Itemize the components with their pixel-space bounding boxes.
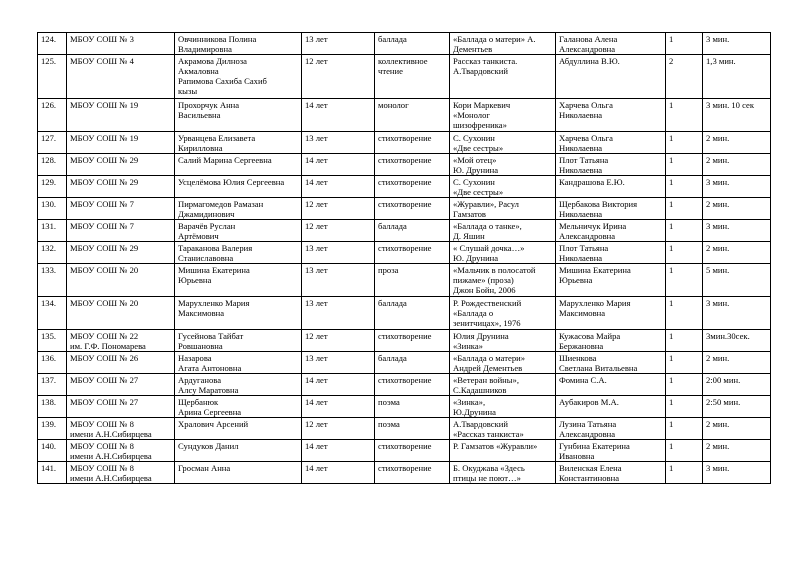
row-number: 133.: [38, 264, 67, 297]
genre-cell: стихотворение: [375, 198, 450, 220]
work-title: « Слушай дочка…» Ю. Друнина: [450, 242, 556, 264]
genre-cell: баллада: [375, 297, 450, 330]
school-cell: МБОУ СОШ № 29: [67, 176, 175, 198]
school-cell: МБОУ СОШ № 29: [67, 242, 175, 264]
age-cell: 12 лет: [302, 55, 375, 99]
work-title: «Зинка», Ю.Друнина: [450, 396, 556, 418]
school-cell: МБОУ СОШ № 27: [67, 374, 175, 396]
age-cell: 13 лет: [302, 132, 375, 154]
participant-name: Щербанюк Арина Сергеевна: [175, 396, 302, 418]
work-title: Р. Рождественский «Баллада о зенитчицах», 1976: [450, 297, 556, 330]
teacher-cell: Фомина С.А.: [556, 374, 666, 396]
count-cell: 1: [666, 440, 703, 462]
school-cell: МБОУ СОШ № 22 им. Г.Ф. Пономарева: [67, 330, 175, 352]
genre-cell: монолог: [375, 99, 450, 132]
count-cell: 1: [666, 154, 703, 176]
duration-cell: 3 мин.: [703, 33, 771, 55]
genre-cell: баллада: [375, 33, 450, 55]
count-cell: 1: [666, 33, 703, 55]
participant-name: Пирмагомедов Рамазан Джамидинович: [175, 198, 302, 220]
genre-cell: баллада: [375, 352, 450, 374]
participant-name: Гусейнова Тайбат Ровшановна: [175, 330, 302, 352]
table-row: [38, 33, 771, 55]
teacher-cell: Кужасова Майра Бержановна: [556, 330, 666, 352]
teacher-cell: Щербакова Виктория Николаевна: [556, 198, 666, 220]
count-cell: 1: [666, 99, 703, 132]
genre-cell: стихотворение: [375, 132, 450, 154]
genre-cell: стихотворение: [375, 374, 450, 396]
table-row: [38, 99, 771, 132]
teacher-cell: Плот Татьяна Николаевна: [556, 154, 666, 176]
age-cell: 13 лет: [302, 352, 375, 374]
age-cell: 14 лет: [302, 462, 375, 484]
table-row: [38, 264, 771, 297]
participants-table: [37, 32, 771, 484]
count-cell: 1: [666, 396, 703, 418]
table-row: [38, 198, 771, 220]
age-cell: 14 лет: [302, 99, 375, 132]
duration-cell: 3 мин.: [703, 176, 771, 198]
row-number: 141.: [38, 462, 67, 484]
participant-name: Тараканова Валерия Станиславовна: [175, 242, 302, 264]
row-number: 126.: [38, 99, 67, 132]
genre-cell: стихотворение: [375, 154, 450, 176]
age-cell: 13 лет: [302, 33, 375, 55]
row-number: 125.: [38, 55, 67, 99]
count-cell: 1: [666, 176, 703, 198]
table-row: [38, 154, 771, 176]
row-number: 135.: [38, 330, 67, 352]
school-cell: МБОУ СОШ № 7: [67, 198, 175, 220]
duration-cell: 5 мин.: [703, 264, 771, 297]
duration-cell: 2 мин.: [703, 132, 771, 154]
school-cell: МБОУ СОШ № 3: [67, 33, 175, 55]
count-cell: 1: [666, 297, 703, 330]
work-title: А.Твардовский «Рассказ танкиста»: [450, 418, 556, 440]
table-row: [38, 418, 771, 440]
participant-name: Салий Марина Сергеевна: [175, 154, 302, 176]
count-cell: 2: [666, 55, 703, 99]
participant-name: Урванцева Елизавета Кирилловна: [175, 132, 302, 154]
work-title: Юлия Друнина «Зинка»: [450, 330, 556, 352]
row-number: 132.: [38, 242, 67, 264]
genre-cell: стихотворение: [375, 462, 450, 484]
teacher-cell: Мишина Екатерина Юрьевна: [556, 264, 666, 297]
work-title: Б. Окуджава «Здесь птицы не поют…»: [450, 462, 556, 484]
age-cell: 13 лет: [302, 264, 375, 297]
genre-cell: стихотворение: [375, 242, 450, 264]
age-cell: 12 лет: [302, 220, 375, 242]
count-cell: 1: [666, 220, 703, 242]
table-row: [38, 55, 771, 99]
work-title: Р. Гамзатов «Журавли»: [450, 440, 556, 462]
participant-name: Овчинникова Полина Владимировна: [175, 33, 302, 55]
table-row: [38, 396, 771, 418]
work-title: «Ветеран войны», С.Кадашников: [450, 374, 556, 396]
teacher-cell: Харчева Ольга Николаевна: [556, 99, 666, 132]
participant-name: Усцелёмова Юлия Сергеевна: [175, 176, 302, 198]
count-cell: 1: [666, 330, 703, 352]
school-cell: МБОУ СОШ № 20: [67, 297, 175, 330]
row-number: 139.: [38, 418, 67, 440]
school-cell: МБОУ СОШ № 8 имени А.Н.Сибирцева: [67, 462, 175, 484]
duration-cell: 3 мин.: [703, 220, 771, 242]
age-cell: 14 лет: [302, 374, 375, 396]
work-title: «Баллада о матери» А. Дементьев: [450, 33, 556, 55]
row-number: 138.: [38, 396, 67, 418]
table-body: [38, 33, 771, 484]
participant-name: Мишина Екатерина Юрьевна: [175, 264, 302, 297]
work-title: «Журавли», Расул Гамзатов: [450, 198, 556, 220]
school-cell: МБОУ СОШ № 7: [67, 220, 175, 242]
teacher-cell: Виленская Елена Константиновна: [556, 462, 666, 484]
count-cell: 1: [666, 198, 703, 220]
teacher-cell: Кандрашова Е.Ю.: [556, 176, 666, 198]
participant-name: Назарова Агата Антоновна: [175, 352, 302, 374]
count-cell: 1: [666, 418, 703, 440]
count-cell: 1: [666, 352, 703, 374]
work-title: «Мой отец» Ю. Друнина: [450, 154, 556, 176]
duration-cell: 2 мин.: [703, 154, 771, 176]
work-title: «Баллада о танке», Д. Яшин: [450, 220, 556, 242]
school-cell: МБОУ СОШ № 26: [67, 352, 175, 374]
duration-cell: 2 мин.: [703, 242, 771, 264]
school-cell: МБОУ СОШ № 8 имени А.Н.Сибирцева: [67, 440, 175, 462]
duration-cell: 1,3 мин.: [703, 55, 771, 99]
count-cell: 1: [666, 374, 703, 396]
row-number: 124.: [38, 33, 67, 55]
genre-cell: стихотворение: [375, 330, 450, 352]
table-row: [38, 462, 771, 484]
row-number: 127.: [38, 132, 67, 154]
participant-name: Варачёв Руслан Артёмович: [175, 220, 302, 242]
row-number: 134.: [38, 297, 67, 330]
work-title: «Баллада о матери» Андрей Дементьев: [450, 352, 556, 374]
duration-cell: 2 мин.: [703, 418, 771, 440]
age-cell: 14 лет: [302, 154, 375, 176]
genre-cell: поэма: [375, 396, 450, 418]
age-cell: 14 лет: [302, 440, 375, 462]
genre-cell: баллада: [375, 220, 450, 242]
teacher-cell: Лузина Татьяна Александровна: [556, 418, 666, 440]
teacher-cell: Харчева Ольга Николаевна: [556, 132, 666, 154]
teacher-cell: Мельничук Ирина Александровна: [556, 220, 666, 242]
participant-name: Марухленко Мария Максимовна: [175, 297, 302, 330]
row-number: 136.: [38, 352, 67, 374]
work-title: Кори Маркевич «Монолог шизофреника»: [450, 99, 556, 132]
genre-cell: стихотворение: [375, 440, 450, 462]
table-row: [38, 440, 771, 462]
table-row: [38, 374, 771, 396]
count-cell: 1: [666, 462, 703, 484]
duration-cell: 2 мин.: [703, 352, 771, 374]
row-number: 140.: [38, 440, 67, 462]
genre-cell: коллективное чтение: [375, 55, 450, 99]
school-cell: МБОУ СОШ № 20: [67, 264, 175, 297]
participant-name: Гросман Анна: [175, 462, 302, 484]
teacher-cell: Гунбина Екатерина Ивановна: [556, 440, 666, 462]
table-row: [38, 176, 771, 198]
genre-cell: стихотворение: [375, 176, 450, 198]
teacher-cell: Марухленко Мария Максимовна: [556, 297, 666, 330]
work-title: С. Сухонин «Две сестры»: [450, 176, 556, 198]
teacher-cell: Галанова Алена Александровна: [556, 33, 666, 55]
row-number: 130.: [38, 198, 67, 220]
row-number: 137.: [38, 374, 67, 396]
table-row: [38, 352, 771, 374]
duration-cell: 3мин.30сек.: [703, 330, 771, 352]
table-row: [38, 242, 771, 264]
school-cell: МБОУ СОШ № 29: [67, 154, 175, 176]
work-title: Рассказ танкиста. А.Твардовский: [450, 55, 556, 99]
participant-name: Хралович Арсений: [175, 418, 302, 440]
genre-cell: проза: [375, 264, 450, 297]
teacher-cell: Шиенкова Светлана Витальевна: [556, 352, 666, 374]
duration-cell: 2:50 мин.: [703, 396, 771, 418]
duration-cell: 3 мин. 10 сек: [703, 99, 771, 132]
table-row: [38, 330, 771, 352]
participant-name: Сундуков Данил: [175, 440, 302, 462]
teacher-cell: Плот Татьяна Николаевна: [556, 242, 666, 264]
row-number: 131.: [38, 220, 67, 242]
age-cell: 13 лет: [302, 297, 375, 330]
school-cell: МБОУ СОШ № 27: [67, 396, 175, 418]
work-title: С. Сухонин «Две сестры»: [450, 132, 556, 154]
duration-cell: 2:00 мин.: [703, 374, 771, 396]
school-cell: МБОУ СОШ № 8 имени А.Н.Сибирцева: [67, 418, 175, 440]
age-cell: 12 лет: [302, 198, 375, 220]
school-cell: МБОУ СОШ № 19: [67, 99, 175, 132]
duration-cell: 3 мин.: [703, 297, 771, 330]
participant-name: Ардуганова Алсу Маратовна: [175, 374, 302, 396]
table-row: [38, 220, 771, 242]
age-cell: 12 лет: [302, 418, 375, 440]
work-title: «Мальчик в полосатой пижаме» (проза) Джон Бойн, 2006: [450, 264, 556, 297]
duration-cell: 3 мин.: [703, 462, 771, 484]
participant-name: Акрамова Дилноза Акмаловна Рапимова Сахиба Сахиб кызы: [175, 55, 302, 99]
table-row: [38, 297, 771, 330]
participant-name: Прохорчук Анна Васильевна: [175, 99, 302, 132]
duration-cell: 2 мин.: [703, 440, 771, 462]
duration-cell: 2 мин.: [703, 198, 771, 220]
row-number: 128.: [38, 154, 67, 176]
school-cell: МБОУ СОШ № 4: [67, 55, 175, 99]
age-cell: 12 лет: [302, 330, 375, 352]
table-row: [38, 132, 771, 154]
genre-cell: поэма: [375, 418, 450, 440]
school-cell: МБОУ СОШ № 19: [67, 132, 175, 154]
teacher-cell: Абдуллина В.Ю.: [556, 55, 666, 99]
count-cell: 1: [666, 132, 703, 154]
age-cell: 14 лет: [302, 396, 375, 418]
count-cell: 1: [666, 264, 703, 297]
age-cell: 14 лет: [302, 176, 375, 198]
count-cell: 1: [666, 242, 703, 264]
row-number: 129.: [38, 176, 67, 198]
age-cell: 13 лет: [302, 242, 375, 264]
teacher-cell: Аубакиров М.А.: [556, 396, 666, 418]
